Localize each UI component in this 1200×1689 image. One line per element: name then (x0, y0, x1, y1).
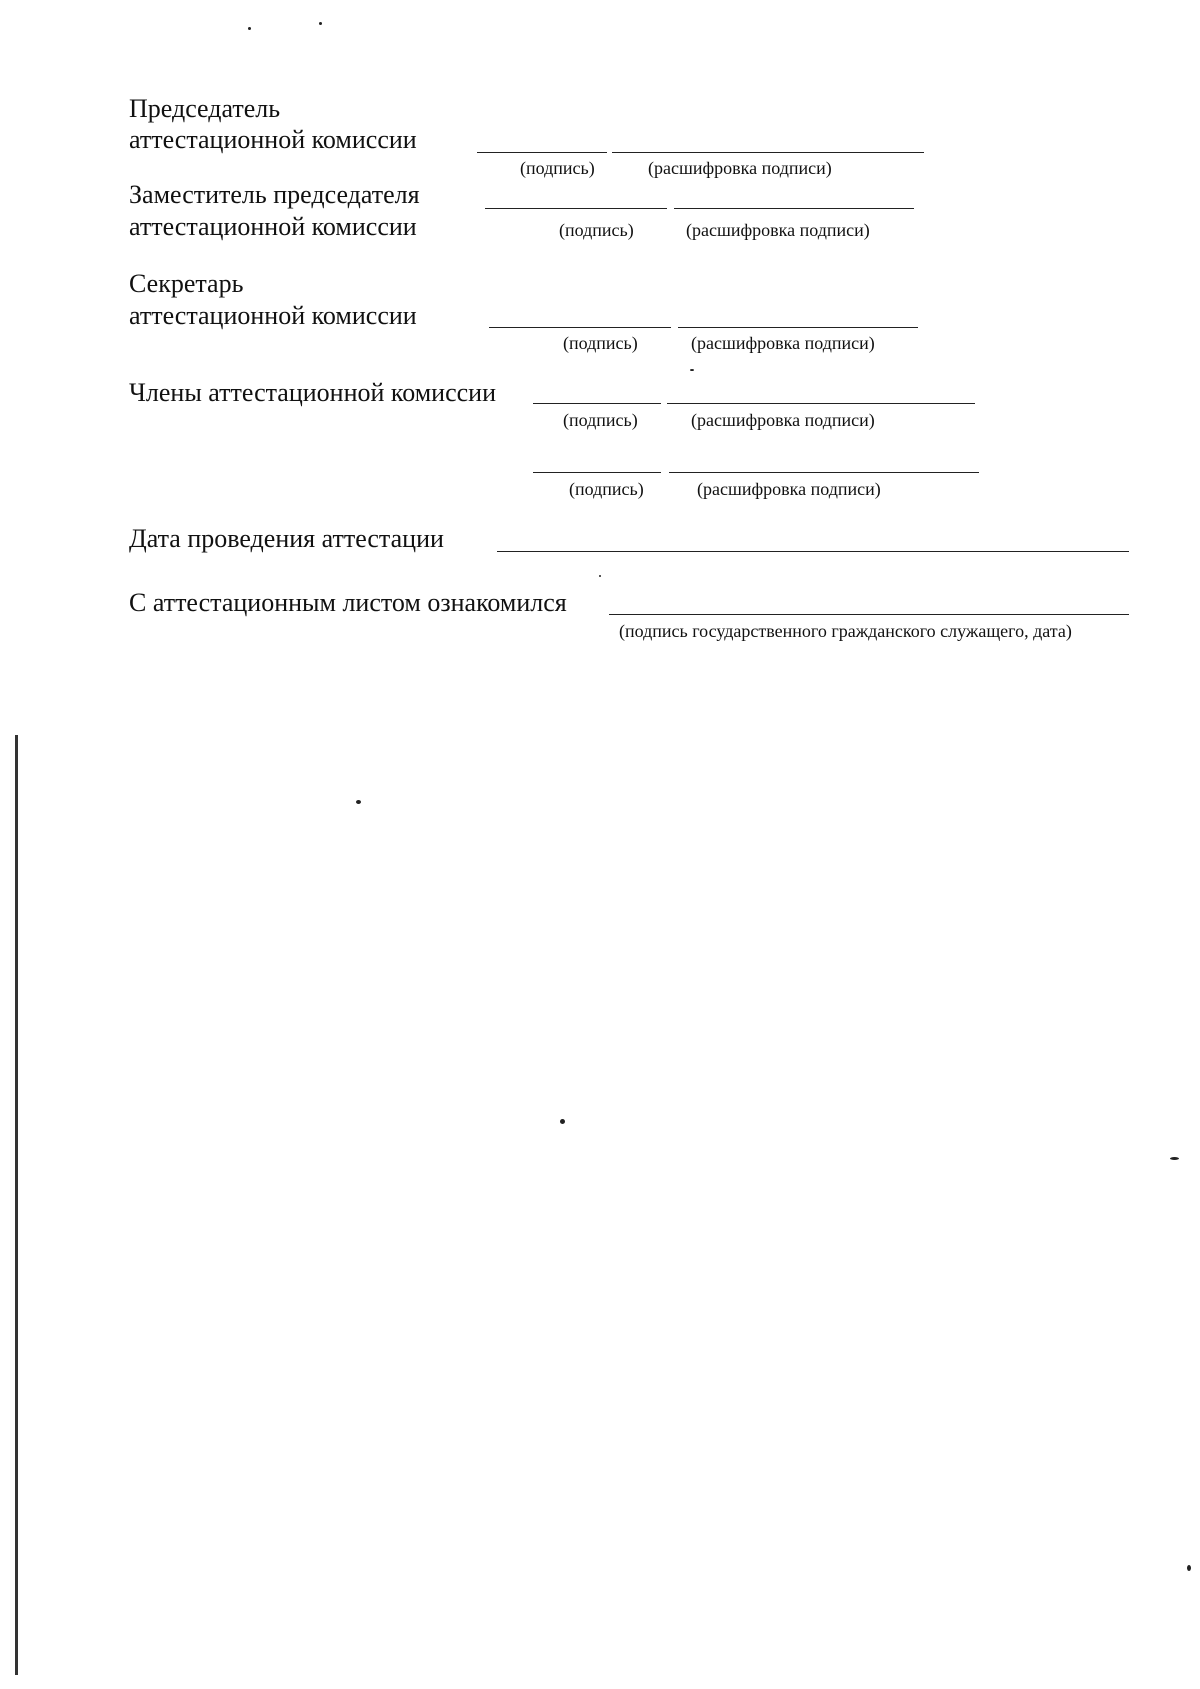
secretary-decoding-line[interactable] (678, 327, 918, 328)
secretary-label-line2: аттестационной комиссии (129, 301, 417, 330)
member2-signature-line[interactable] (533, 472, 661, 473)
member2-signature-caption: (подпись) (569, 479, 644, 499)
acknowledged-caption: (подпись государственного гражданского служащего, дата) (619, 621, 1072, 641)
scan-speck (319, 22, 322, 25)
secretary-decoding-caption: (расшифровка подписи) (691, 333, 875, 353)
chairman-signature-caption: (подпись) (520, 158, 595, 178)
member2-decoding-caption: (расшифровка подписи) (697, 479, 881, 499)
scan-speck (560, 1119, 565, 1124)
scan-speck (248, 27, 251, 30)
scan-speck (1170, 1157, 1179, 1160)
deputy-decoding-line[interactable] (674, 208, 914, 209)
chairman-decoding-line[interactable] (612, 152, 924, 153)
secretary-label-line1: Секретарь (129, 269, 244, 298)
member1-signature-caption: (подпись) (563, 410, 638, 430)
attestation-date-line[interactable] (497, 551, 1129, 552)
member1-decoding-line[interactable] (667, 403, 975, 404)
deputy-label-line1: Заместитель председателя (129, 180, 420, 209)
scan-speck (1187, 1565, 1191, 1571)
scan-edge-line (15, 735, 18, 1675)
deputy-decoding-caption: (расшифровка подписи) (686, 220, 870, 240)
scan-speck (690, 369, 694, 371)
chairman-label-line1: Председатель (129, 94, 281, 123)
acknowledged-label: С аттестационным листом ознакомился (129, 588, 567, 617)
deputy-signature-caption: (подпись) (559, 220, 634, 240)
deputy-label-line2: аттестационной комиссии (129, 212, 417, 241)
member2-decoding-line[interactable] (669, 472, 979, 473)
chairman-signature-line[interactable] (477, 152, 607, 153)
secretary-signature-caption: (подпись) (563, 333, 638, 353)
members-label: Члены аттестационной комиссии (129, 378, 496, 407)
secretary-signature-line[interactable] (489, 327, 671, 328)
member1-signature-line[interactable] (533, 403, 661, 404)
acknowledged-line[interactable] (609, 614, 1129, 615)
chairman-decoding-caption: (расшифровка подписи) (648, 158, 832, 178)
chairman-label-line2: аттестационной комиссии (129, 125, 417, 154)
scan-speck (599, 575, 601, 577)
scan-speck (356, 800, 361, 804)
deputy-signature-line[interactable] (485, 208, 667, 209)
member1-decoding-caption: (расшифровка подписи) (691, 410, 875, 430)
attestation-date-label: Дата проведения аттестации (129, 524, 444, 553)
